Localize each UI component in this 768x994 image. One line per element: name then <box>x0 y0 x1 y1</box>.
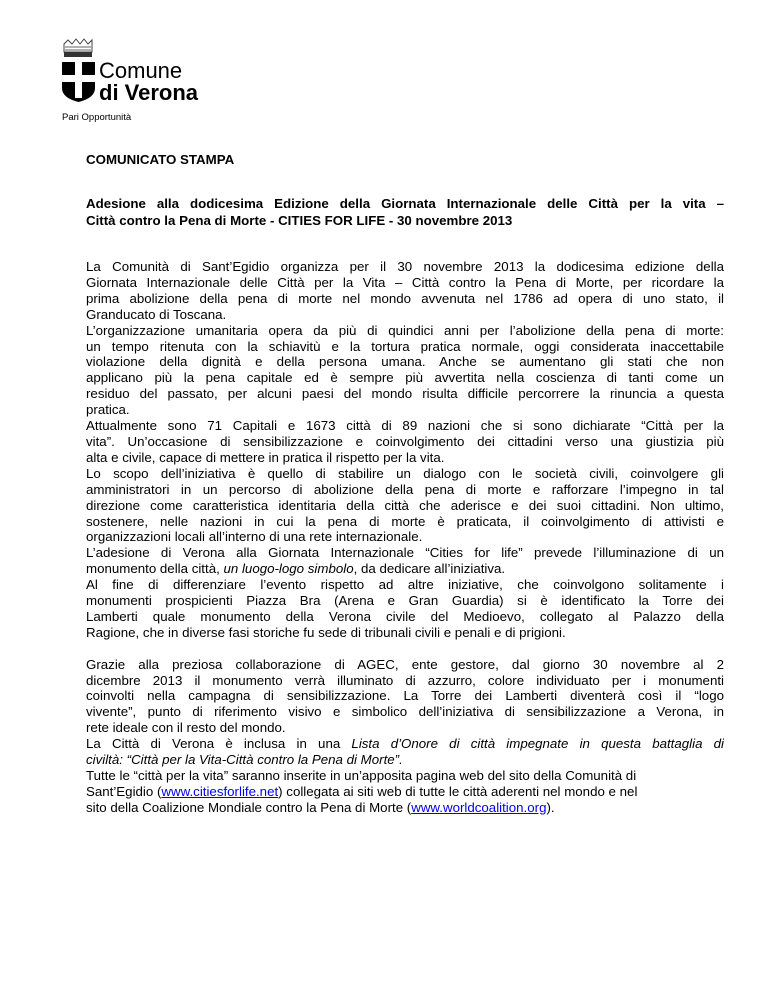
text-span: alta e civile, capace di mettere in pratica il rispetto per la vita. <box>86 449 445 465</box>
text-line <box>86 339 724 355</box>
text-line <box>86 784 724 800</box>
text-span: L’adesione di Verona alla Giornata Internazionale “Cities for life” prevede l’illuminazione di un <box>86 545 724 561</box>
department-label: Pari Opportunità <box>62 112 132 123</box>
title-line: Città contro la Pena di Morte - CITIES FOR LIFE - 30 novembre 2013 <box>86 213 513 228</box>
text-line <box>86 688 724 704</box>
text-span: Attualmente sono 71 Capitali e 1673 città di 89 nazioni che si sono dichiarate “Città per la <box>86 418 724 434</box>
text-span: sito della Coalizione Mondiale contro la Pena di Morte ( <box>86 799 412 815</box>
text-line <box>86 657 724 673</box>
text-span: amministratori in un percorso di abolizione della pena di morte e rafforzare l’impegno in tal <box>86 481 724 497</box>
text-line <box>86 704 724 720</box>
text-span: un tempo ritenuta con la schiavitù e la tortura pratica normale, oggi considerata inaccettabile <box>86 338 724 354</box>
text-line <box>86 609 724 625</box>
shield-cross-icon <box>62 62 95 102</box>
text-line <box>86 673 724 689</box>
text-line <box>86 800 724 816</box>
text-span: prima abolizione della pena di morte nel mondo avvenuta nel 1786 ad opera di uno stato, il <box>86 290 724 306</box>
text-span: Ragione, che in diverse fasi storiche fu sede di tribunali civili e penali e di prigioni. <box>86 624 566 640</box>
press-release-heading: COMUNICATO STAMPA <box>86 152 235 167</box>
text-line <box>86 720 724 736</box>
text-span: Lo scopo dell’iniziativa è quello di stabilire un dialogo con le società civili, coinvolgere gli <box>86 465 724 481</box>
text-line <box>86 529 724 545</box>
text-span: Lamberti quale monumento della Verona civile del Medioevo, collegato al Palazzo della <box>86 608 724 624</box>
text-line <box>86 370 724 386</box>
text-span: residuo del passato, per alcuni paesi del mondo risulta difficile percorrere la rinuncia a questa <box>86 386 724 402</box>
text-span: monumenti prospicienti Piazza Bra (Arena e Gran Guardia) si è identificato la Torre dei <box>86 593 724 609</box>
text-line <box>86 450 724 466</box>
text-line <box>86 275 724 291</box>
text-line <box>86 307 724 323</box>
text-line <box>86 736 724 752</box>
text-span: vita”. Un’occasione di sensibilizzazione e coinvolgimento dei cittadini verso una giustizia più <box>86 433 724 449</box>
text-span: Al fine di differenziare l’evento rispetto ad altre iniziative, che coinvolgono solitamente i <box>86 577 724 593</box>
text-span: pratica. <box>86 402 130 418</box>
website-link[interactable]: www.citiesforlife.net <box>161 783 279 799</box>
text-line <box>86 418 724 434</box>
text-span: sostenere, nelle nazioni in cui la pena di morte è praticata, il coinvolgimento di attivisti e <box>86 513 724 529</box>
paragraph <box>86 259 724 641</box>
text-span: Giornata Internazionale delle Città per la Vita – Città contro la Pena di Morte, per ricordare la <box>86 274 724 290</box>
text-span: Tutte le “città per la vita” saranno inserite in un’apposita pagina web del sito della Comunità di <box>86 767 637 783</box>
text-line <box>86 291 724 307</box>
text-span: rete ideale con il resto del mondo. <box>86 720 286 736</box>
text-span: Sant’Egidio ( <box>86 783 162 799</box>
title-line: Adesione alla dodicesima Edizione della Giornata Internazionale delle Città per la vita – <box>86 196 724 211</box>
text-span: vivente”, punto di riferimento visivo e simbolico dell’iniziativa di sensibilizzazione a Verona, in <box>86 704 724 720</box>
text-span: , da dedicare all’iniziativa. <box>353 561 506 577</box>
logo-verona-text: di Verona <box>99 80 199 105</box>
text-line <box>86 561 724 577</box>
text-line <box>86 482 724 498</box>
text-line <box>86 434 724 450</box>
body-text <box>86 259 724 816</box>
text-line <box>86 593 724 609</box>
text-line <box>86 466 724 482</box>
text-line <box>86 752 724 768</box>
text-line <box>86 259 724 275</box>
text-line <box>86 768 724 784</box>
text-span: organizzazioni locali all’interno di una rete internazionale. <box>86 529 423 545</box>
text-line <box>86 323 724 339</box>
text-span: ) collegata ai siti web di tutte le città aderenti nel mondo e nel <box>278 783 638 799</box>
paragraph-gap <box>86 641 724 657</box>
paragraph <box>86 657 724 816</box>
text-span: coinvolti nella campagna di sensibilizzazione. La Torre dei Lamberti diventerà così il “logo <box>86 688 724 704</box>
crown-icon <box>62 38 94 58</box>
text-line <box>86 402 724 418</box>
text-span: La Comunità di Sant’Egidio organizza per il 30 novembre 2013 la dodicesima edizione della <box>86 259 724 274</box>
text-span: direzione come caratteristica identitaria della città che aderisce e dei suoi cittadini. Non ultimo, <box>86 497 724 513</box>
text-line <box>86 577 724 593</box>
text-span: monumento della città, <box>86 561 224 577</box>
text-line <box>86 498 724 514</box>
text-span: violazione della dignità e della persona umana. Anche se aumentano gli stati che non <box>86 354 724 370</box>
text-span: ). <box>546 799 555 815</box>
press-release-title <box>86 195 724 229</box>
italic-text: un luogo-logo simbolo <box>223 561 354 577</box>
text-span: applicano più la pena capitale ed è sempre più avvertita nella coscienza di tanti come un <box>86 370 724 386</box>
text-span: Granducato di Toscana. <box>86 306 227 322</box>
website-link[interactable]: www.worldcoalition.org <box>411 799 547 815</box>
text-line <box>86 386 724 402</box>
italic-text: civiltà: “Città per la Vita-Città contro la Pena di Morte”. <box>86 752 403 768</box>
italic-text: Lista d’Onore di città impegnate in questa battaglia di <box>351 736 725 752</box>
text-span: La Città di Verona è inclusa in una <box>86 736 352 752</box>
text-line <box>86 625 724 641</box>
text-span: dicembre 2013 il monumento verrà illuminato di azzurro, colore individuato per i monumenti <box>86 672 724 688</box>
text-span: Grazie alla preziosa collaborazione di AGEC, ente gestore, dal giorno 30 novembre al 2 <box>86 656 724 672</box>
text-line <box>86 354 724 370</box>
text-span: L’organizzazione umanitaria opera da più di quindici anni per l’abolizione della pena di morte: <box>86 322 724 338</box>
logo-comune-text: Comune <box>99 58 183 83</box>
text-line <box>86 514 724 530</box>
text-line <box>86 545 724 561</box>
